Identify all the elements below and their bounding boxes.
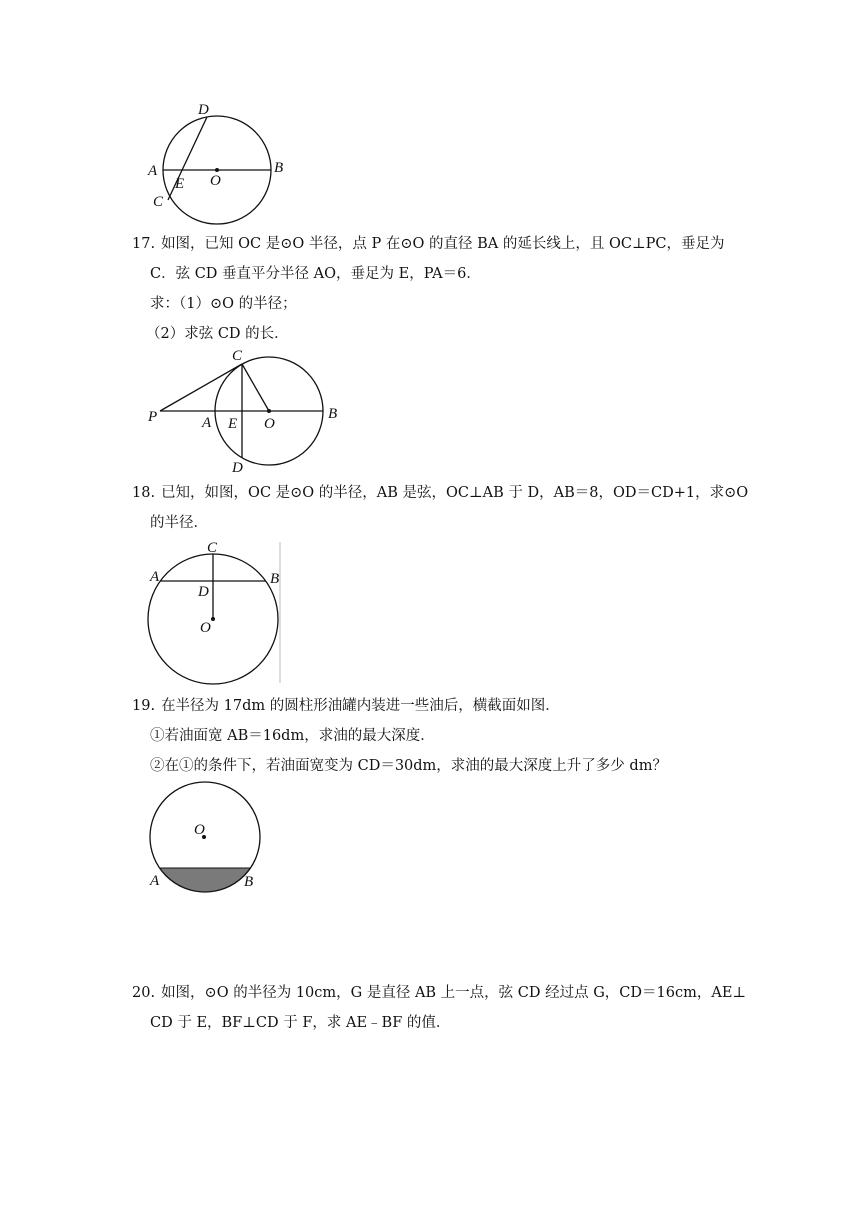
q18-line1 — [132, 483, 748, 503]
q19-text-1: 在半径为 17dm 的圆柱形油罐内装进一些油后，横截面如图． — [161, 698, 560, 714]
q17-number: 17. — [132, 236, 156, 252]
q17-line3: 求：（1）⊙O 的半径； — [150, 296, 297, 312]
q18-text-1: 已知，如图，OC 是⊙O 的半径，AB 是弦，OC⊥AB 于 D，AB＝8，OD＝CD+1，求⊙O — [161, 485, 749, 501]
center-dot — [267, 409, 271, 413]
label-b: B — [244, 874, 254, 890]
q19-line3: ②在①的条件下，若油面宽变为 CD＝30dm，求油的最大深度上升了多少 dm？ — [150, 758, 667, 774]
label-d: D — [198, 102, 209, 118]
figure-q18 — [140, 535, 285, 685]
label-o: O — [264, 416, 275, 432]
label-o: O — [210, 173, 221, 189]
q20-line2: CD 于 E，BF⊥CD 于 F，求 AE﹣BF 的值． — [150, 1015, 451, 1031]
label-c: C — [232, 348, 243, 364]
q20-text-1: 如图，⊙O 的半径为 10cm，G 是直径 AB 上一点，弦 CD 经过点 G，CD＝16cm，AE⊥ — [161, 985, 747, 1001]
label-c: C — [207, 540, 218, 556]
label-o: O — [200, 620, 211, 636]
radius-oc — [242, 364, 269, 411]
q17-text-1: 如图，已知 OC 是⊙O 半径，点 P 在⊙O 的直径 BA 的延长线上，且 OC⊥PC，垂足为 — [161, 236, 725, 252]
label-b: B — [270, 571, 280, 587]
q17-line2: C．弦 CD 垂直平分半径 AO，垂足为 E，PA＝6． — [150, 266, 481, 282]
figure-q19-svg — [140, 780, 270, 895]
figure-q16 — [140, 95, 300, 225]
q18-line2: 的半径． — [150, 515, 208, 531]
q19-line2: ①若油面宽 AB＝16dm，求油的最大深度． — [150, 728, 435, 744]
figure-q19 — [140, 780, 270, 895]
label-e: E — [175, 176, 185, 192]
q18-number: 18. — [132, 485, 156, 501]
tangent-pc — [160, 364, 242, 411]
label-a: A — [148, 163, 158, 179]
label-d: D — [232, 460, 243, 476]
label-a: A — [150, 569, 160, 585]
q17-line4: （2）求弦 CD 的长． — [146, 326, 289, 342]
figure-q16-svg — [140, 95, 300, 225]
center-dot — [215, 168, 219, 172]
chord-cd — [168, 117, 207, 200]
q17-line1 — [132, 234, 724, 254]
q19-line1 — [132, 696, 560, 716]
figure-q17-svg — [140, 345, 350, 475]
q20-line1 — [132, 983, 746, 1003]
label-o: O — [194, 822, 205, 838]
figure-q17 — [140, 345, 350, 475]
label-a: A — [202, 415, 212, 431]
center-dot — [211, 617, 215, 621]
label-b: B — [328, 406, 338, 422]
label-e: E — [228, 416, 238, 432]
label-a: A — [150, 873, 160, 889]
q19-number: 19. — [132, 698, 156, 714]
label-b: B — [274, 160, 284, 176]
label-c: C — [153, 194, 164, 210]
label-p: P — [148, 409, 158, 425]
label-d: D — [198, 584, 209, 600]
q20-number: 20. — [132, 985, 156, 1001]
figure-q18-svg — [140, 535, 285, 685]
